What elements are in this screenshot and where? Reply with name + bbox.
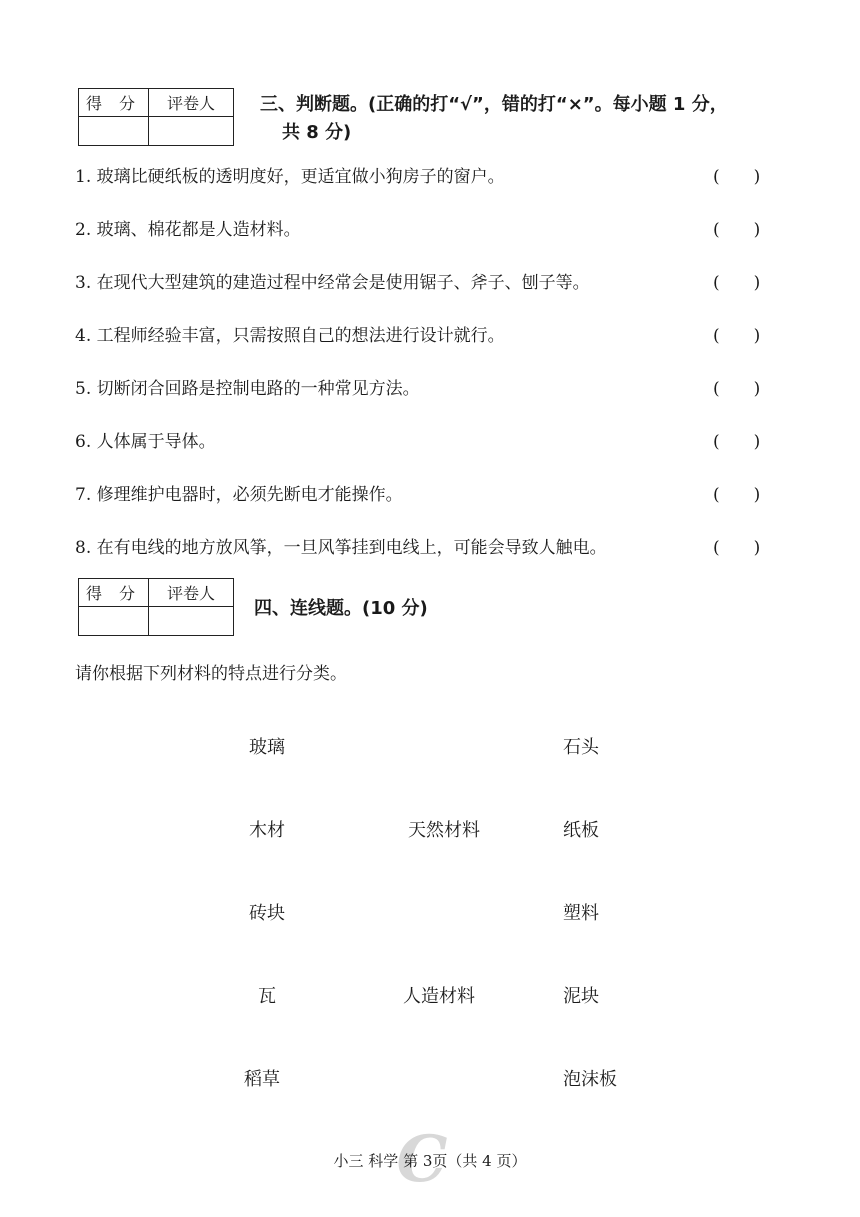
section4-instruction: 请你根据下列材料的特点进行分类。	[75, 664, 347, 684]
answer-blank[interactable]: ( )	[713, 379, 761, 399]
score-cell[interactable]	[79, 117, 149, 145]
answer-blank[interactable]: ( )	[713, 485, 761, 505]
question-6	[75, 430, 775, 454]
answer-blank[interactable]: ( )	[713, 220, 761, 240]
question-8	[75, 536, 775, 560]
question-5	[75, 377, 775, 401]
right-item-plastic[interactable]: 塑料	[563, 903, 599, 924]
question-3	[75, 271, 775, 295]
score-label: 得 分	[79, 89, 149, 117]
left-item-glass[interactable]: 玻璃	[249, 737, 285, 758]
question-text: 8. 在有电线的地方放风筝，一旦风筝挂到电线上，可能会导致人触电。	[75, 538, 607, 558]
left-item-tile[interactable]: 瓦	[258, 986, 276, 1007]
left-item-brick[interactable]: 砖块	[249, 903, 285, 924]
score-table-section3	[78, 88, 234, 146]
answer-blank[interactable]: ( )	[713, 167, 761, 187]
question-text: 3. 在现代大型建筑的建造过程中经常会是使用锯子、斧子、刨子等。	[75, 273, 590, 293]
question-2	[75, 218, 775, 242]
left-item-straw[interactable]: 稻草	[244, 1069, 280, 1090]
answer-blank[interactable]: ( )	[713, 432, 761, 452]
section3-title-line2: 共 8 分)	[282, 122, 352, 143]
section4-title: 四、连线题。(10 分)	[254, 598, 428, 619]
question-text: 1. 玻璃比硬纸板的透明度好，更适宜做小狗房子的窗户。	[75, 167, 505, 187]
question-text: 7. 修理维护电器时，必须先断电才能操作。	[75, 485, 403, 505]
right-item-mud[interactable]: 泥块	[563, 986, 599, 1007]
reviewer-label: 评卷人	[149, 89, 233, 117]
answer-blank[interactable]: ( )	[713, 538, 761, 558]
c-logo-watermark-icon: C	[396, 1122, 448, 1197]
page-footer: 小三 科学 第 3页（共 4 页）	[333, 1152, 527, 1170]
score-label: 得 分	[79, 579, 149, 607]
section3-title-line1: 三、判断题。(正确的打“√”，错的打“×”。每小题 1 分，	[260, 94, 728, 115]
reviewer-cell[interactable]	[149, 117, 233, 145]
answer-blank[interactable]: ( )	[713, 273, 761, 293]
score-cell[interactable]	[79, 607, 149, 635]
question-1	[75, 165, 775, 189]
question-4	[75, 324, 775, 348]
right-item-cardboard[interactable]: 纸板	[563, 820, 599, 841]
left-item-wood[interactable]: 木材	[249, 820, 285, 841]
question-text: 2. 玻璃、棉花都是人造材料。	[75, 220, 301, 240]
right-item-foam[interactable]: 泡沫板	[563, 1069, 617, 1090]
category-natural[interactable]: 天然材料	[408, 820, 480, 841]
question-text: 5. 切断闭合回路是控制电路的一种常见方法。	[75, 379, 420, 399]
category-manmade[interactable]: 人造材料	[403, 986, 475, 1007]
reviewer-cell[interactable]	[149, 607, 233, 635]
question-7	[75, 483, 775, 507]
answer-blank[interactable]: ( )	[713, 326, 761, 346]
reviewer-label: 评卷人	[149, 579, 233, 607]
right-item-stone[interactable]: 石头	[563, 737, 599, 758]
question-text: 4. 工程师经验丰富，只需按照自己的想法进行设计就行。	[75, 326, 505, 346]
score-table-section4	[78, 578, 234, 636]
question-text: 6. 人体属于导体。	[75, 432, 216, 452]
